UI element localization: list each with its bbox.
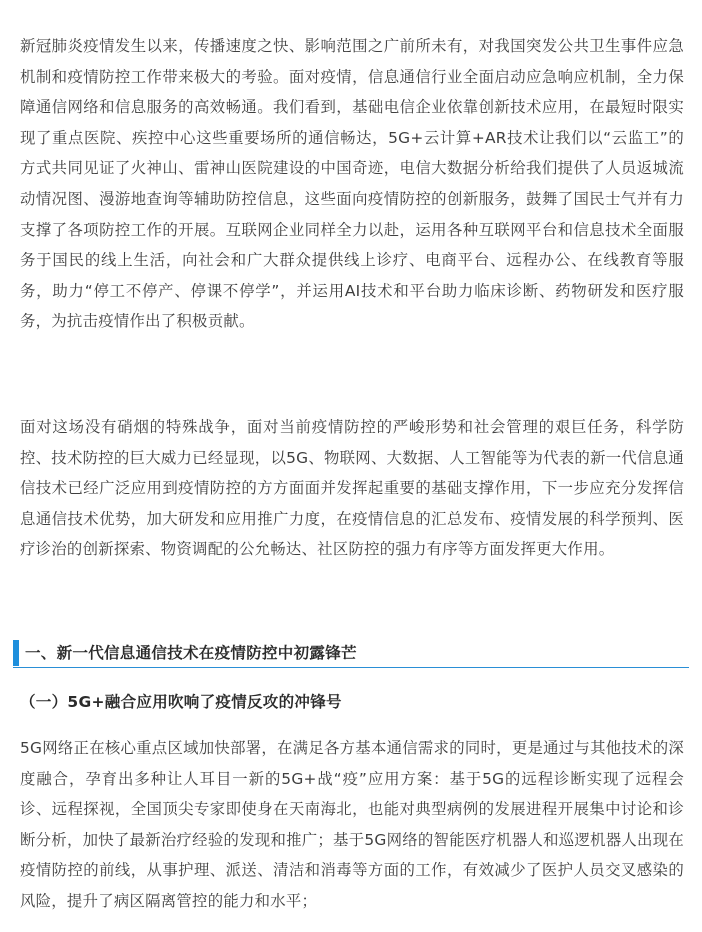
sub-heading: （一）5G+融合应用吹响了疫情反攻的冲锋号 xyxy=(20,693,342,711)
section-heading xyxy=(13,638,689,668)
paragraph-technology-role: 面对这场没有硝烟的特殊战争，面对当前疫情防控的严峻形势和社会管理的艰巨任务，科学防控、技术防控的巨大威力已经显现，以5G、物联网、大数据、人工智能等为代表的新一代信息通信技术已经广泛应用到疫情防控的方方面面并发挥起重要的基础支撑作用，下一步应充分发挥信息通信技术优势，加大研发和应用推广力度，在疫情信息的汇总发布、疫情发展的科学预判、医疗诊治的创新探索、物资调配的公允畅达、社区防控的强力有序等方面发挥更大作用。 xyxy=(20,418,684,559)
section-heading-text: 一、新一代信息通信技术在疫情防控中初露锋芒 xyxy=(25,644,357,662)
heading-accent-bar xyxy=(13,640,19,666)
paragraph-5g-applications: 5G网络正在核心重点区域加快部署，在满足各方基本通信需求的同时，更是通过与其他技术的深度融合，孕育出多种让人耳目一新的5G+战“疫”应用方案：基于5G的远程诊断实现了远程会诊、远程探视，全国顶尖专家即使身在天南海北，也能对典型病例的发展进程开展集中讨论和诊断分析，加快了最新治疗经验的发现和推广；基于5G网络的智能医疗机器人和巡逻机器人出现在疫情防控的前线，从事护理、派送、清洁和消毒等方面的工作，有效减少了医护人员交叉感染的风险，提升了病区隔离管控的能力和水平； xyxy=(20,739,684,910)
paragraph-intro: 新冠肺炎疫情发生以来，传播速度之快、影响范围之广前所未有，对我国突发公共卫生事件应急机制和疫情防控工作带来极大的考验。面对疫情，信息通信行业全面启动应急响应机制，全力保障通信网络和信息服务的高效畅通。我们看到，基础电信企业依靠创新技术应用，在最短时限实现了重点医院、疾控中心这些重要场所的通信畅达，5G+云计算+AR技术让我们以“云监工”的方式共同见证了火神山、雷神山医院建设的中国奇迹，电信大数据分析给我们提供了人员返城流动情况图、漫游地查询等辅助防控信息，这些面向疫情防控的创新服务，鼓舞了国民士气并有力支撑了各项防控工作的开展。互联网企业同样全力以赴，运用各种互联网平台和信息技术全面服务于国民的线上生活，向社会和广大群众提供线上诊疗、电商平台、远程办公、在线教育等服务，助力“停工不停产、停课不停学”，并运用AI技术和平台助力临床诊断、药物研发和医疗服务，为抗击疫情作出了积极贡献。 xyxy=(20,37,684,331)
